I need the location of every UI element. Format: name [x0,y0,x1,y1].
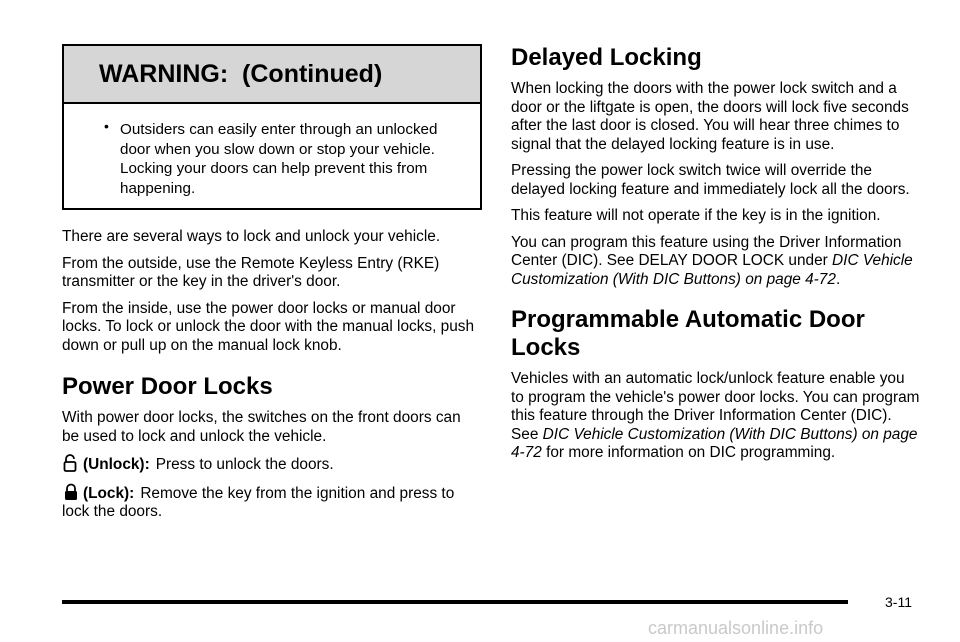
outside-paragraph: From the outside, use the Remote Keyless Entry (RKE) transmitter or the key in the driver's door. [62,254,440,290]
lock-row [62,483,482,522]
intro-paragraph: There are several ways to lock and unlock your vehicle. [62,228,441,245]
dic-reference-link-1[interactable]: DIC Vehicle Customization (With DIC Buttons) on page 4-72 [511,252,913,288]
delayed-paragraph-3: This feature will not operate if the key is in the ignition. [511,207,881,224]
lock-text: Remove the key from the ignition and press to lock the doors. [62,484,455,520]
page-number: 3-11 [885,594,912,610]
lock-label: (Lock): [83,484,135,502]
programmable-p-end: for more information on DIC programming. [541,444,836,461]
right-column [511,44,921,471]
left-column [62,44,482,530]
warning-box [62,44,482,210]
programmable-heading-line-1: Programmable Automatic Door [511,306,865,333]
power-door-locks-heading: Power Door Locks [62,373,273,400]
unlock-row [62,454,482,475]
programmable-locks-heading [511,306,921,362]
watermark: carmanualsonline.info [648,618,824,638]
inside-paragraph: From the inside, use the power door locks or manual door locks. To lock or unlock the door with the manual locks, push down or pull up on the manual lock knob. [62,299,475,354]
delayed-paragraph-4 [511,234,921,290]
footer-rule [62,600,848,604]
delayed-paragraph-1: When locking the doors with the power lock switch and a door or the liftgate is open, the doors will lock five seconds after the last door is closed. You will hear three chimes to signal that the delayed locking feature is in use. [511,80,909,153]
delayed-paragraph-2: Pressing the power lock switch twice will override the delayed locking feature and immediately lock all the doors. [511,162,910,198]
warning-bullet: • [104,118,109,134]
programmable-p-text: Vehicles with an automatic lock/unlock feature enable you to program the vehicle's power door locks. You can program this feature through the Driver Information Center (DIC). See [511,370,920,443]
padlock-closed-icon [62,483,80,501]
warning-text: Outsiders can easily enter through an unlocked door when you slow down or stop your vehicle. Locking your doors can help prevent this from happening. [120,121,438,197]
warning-title: WARNING: (Continued) [64,46,480,104]
unlock-text: Press to unlock the doors. [155,456,334,473]
warning-body [64,104,480,208]
padlock-open-icon [62,454,80,472]
programmable-heading-line-2: Locks [511,334,581,361]
dic-reference-link-2[interactable]: DIC Vehicle Customization (With DIC Buttons) on page 4-72 [511,425,918,461]
power-locks-paragraph: With power door locks, the switches on the front doors can be used to lock and unlock the vehicle. [62,409,461,445]
unlock-label: (Unlock): [83,456,150,473]
delayed-p4-text: You can program this feature using the Driver Information Center (DIC). See DELAY DOOR LOCK under [511,233,902,269]
delayed-locking-heading: Delayed Locking [511,44,702,71]
delayed-p4-end: . [835,270,841,288]
programmable-paragraph [511,370,921,463]
